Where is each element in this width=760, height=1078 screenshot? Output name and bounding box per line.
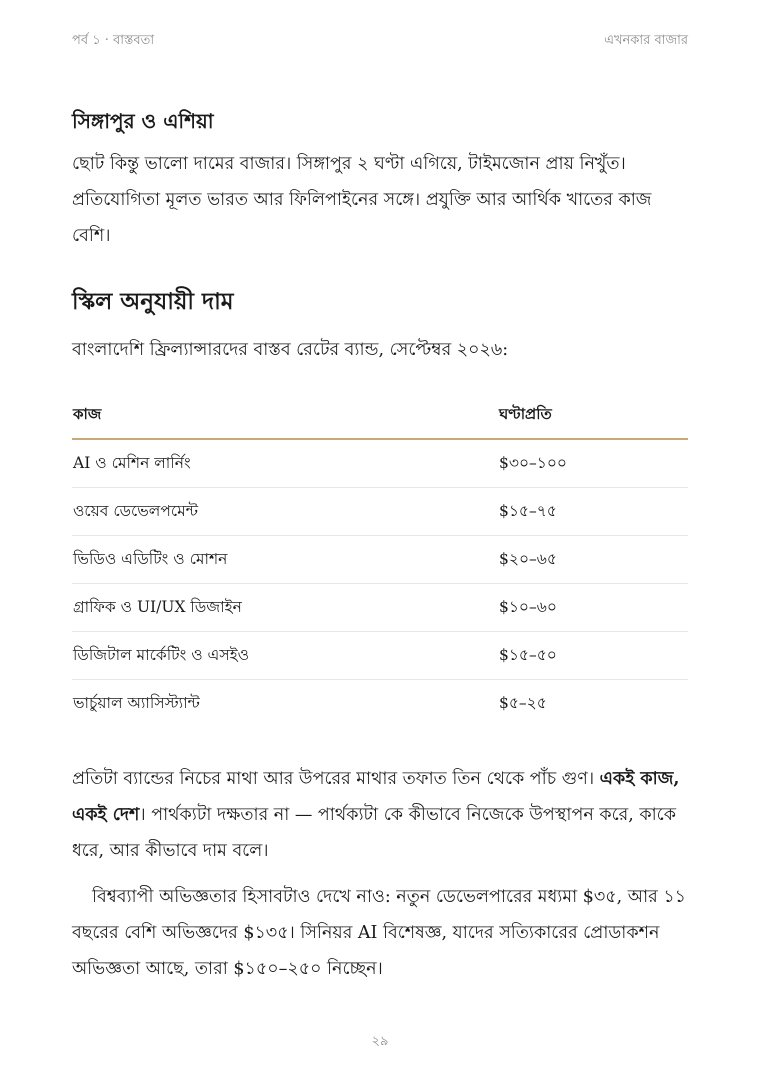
task-cell: ওয়েব ডেভেলপমেন্ট	[72, 488, 498, 536]
page-content	[72, 106, 688, 987]
band-text-end: । পার্থক্যটা দক্ষতার না — পার্থক্যটা কে কীভাবে নিজেকে উপস্থাপন করে, কাকে ধরে, আর কীভাবে দাম বলে।	[72, 805, 676, 861]
table-header-row	[72, 392, 688, 439]
skills-heading: স্কিল অনুযায়ী দাম	[72, 289, 234, 315]
table-row	[72, 536, 688, 584]
singapore-heading: সিঙ্গাপুর ও এশিয়া	[72, 109, 214, 133]
band-text-start: প্রতিটা ব্যান্ডের নিচের মাথা আর উপরের মাথার তফাত তিন থেকে পাঁচ গুণ।	[72, 769, 600, 789]
column-header-hourly: ঘণ্টাপ্রতি	[498, 392, 688, 439]
rate-cell: $৩০–১০০	[498, 439, 688, 488]
skills-intro: বাংলাদেশি ফ্রিল্যান্সারদের বাস্তব রেটের ব্যান্ড, সেপ্টেম্বর ২০২৬:	[72, 340, 509, 360]
table-row	[72, 439, 688, 488]
header-part-title: পর্ব ১ · বাস্তবতা	[72, 33, 155, 48]
task-cell: ভার্চুয়াল অ্যাসিস্ট্যান্ট	[73, 693, 200, 712]
table-row	[72, 584, 688, 632]
rates-table	[72, 392, 688, 727]
rate-cell: $২০–৬৫	[498, 536, 688, 584]
page-number: ২৯	[371, 1034, 389, 1049]
band-text-emphasis: একই কাজ, একই দেশ	[72, 769, 680, 825]
task-cell: ভিডিও এডিটিং ও মোশন	[72, 536, 498, 584]
column-header-task: কাজ	[72, 392, 498, 439]
task-cell: ডিজিটাল মার্কেটিং ও এসইও	[72, 632, 498, 680]
singapore-paragraph: ছোট কিন্তু ভালো দামের বাজার। সিঙ্গাপুর ২ ঘণ্টা এগিয়ে, টাইমজোন প্রায় নিখুঁত। প্রতিযোগিতা মূলত ভারত আর ফিলিপাইনের সঙ্গে। প্রযুক্তি আর আর্থিক খাতের কাজ বেশি।	[72, 154, 652, 246]
experience-paragraph: বিশ্বব্যাপী অভিজ্ঞতার হিসাবটাও দেখে নাও: নতুন ডেভেলপারের মধ্যমা $৩৫, আর ১১ বছরের বেশি অভিজ্ঞদের $১৩৫। সিনিয়র AI বিশেষজ্ঞ, যাদের সত্যিকারের প্রোডাকশন অভিজ্ঞতা আছে, তারা $১৫০–২৫০ নিচ্ছেন।	[72, 887, 687, 979]
table-row	[72, 680, 688, 728]
band-explanation-paragraph	[72, 761, 688, 869]
rate-cell: $১৫–৫০	[498, 632, 688, 680]
rate-cell: $১০–৬০	[498, 584, 688, 632]
task-cell: গ্রাফিক ও UI/UX ডিজাইন	[72, 584, 498, 632]
table-row	[72, 488, 688, 536]
table-row	[72, 632, 688, 680]
header-chapter-title: এখনকার বাজার	[604, 33, 688, 48]
rate-cell: $১৫–৭৫	[498, 488, 688, 536]
task-cell: AI ও মেশিন লার্নিং	[72, 439, 498, 488]
rate-cell: $৫–২৫	[499, 693, 547, 712]
running-header	[72, 31, 688, 52]
